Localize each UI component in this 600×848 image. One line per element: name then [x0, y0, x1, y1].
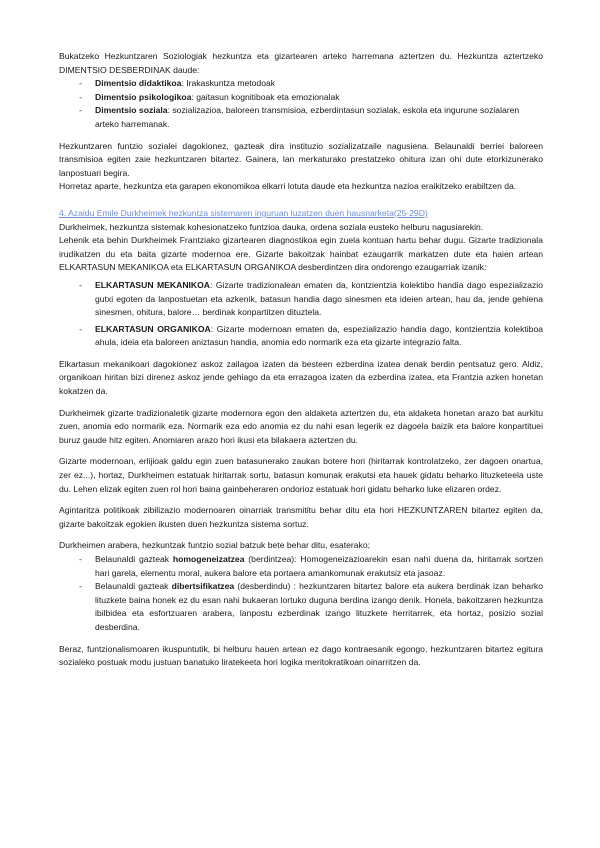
economy-paragraph: Horretaz aparte, hezkuntza eta garapen ekonomikoa elkarri lotuta daude eta hezkuntza nazioa eraikitzeko erabiltzen da. — [59, 181, 517, 192]
dimensions-list — [59, 77, 543, 131]
list-item — [59, 77, 543, 91]
solidarity-list — [59, 279, 543, 350]
function-paragraph: Hezkuntzaren funtzio sozialei dagokionez, gazteak dira instituzio sozializatzaile nagusiena. Belaunaldi berriei baloreen transmisioa egiten zaie hezkuntzaren bitartez. Gainera, lan merkaturako prestatzeko ohitura izan ohi dute etorkizunerako lanpostuari begira. — [59, 140, 543, 178]
solidarity-desc: : Gizarte tradizionalean ematen da, kontzientzia kolektibo handia dago espezializazio gutxi egoten da lanpostuetan eta azkenik, batasun handia dago sinesmen eta ideien artean, hau da, jende gehiena sinesmen, ohitura, balore… berdinak konpartitzen dituztela. — [95, 279, 543, 318]
function-desc: (desberdindu) : hezkuntzaren bitartez balore eta aukera berdinak izan beharko lituzkete baina honek ez du esan nahi bukaeran lortuko duguna berdina izango denik. Honela, bakoitzaren hezkuntza ibilbidea eta esfortzuaren arabera, lanpostu ezberdinak izango lituzkete herritarrek, eta hortaz, posizio sozial desberdina. — [95, 581, 544, 632]
dimension-term: Dimentsio psikologikoa — [95, 91, 192, 102]
durkheim-paragraph: Durkheimek, hezkuntza sistemak kohesionatzeko funtzioa dauka, ordena soziala eusteko helburu nagusiarekin. — [59, 221, 484, 232]
dimension-desc: : Irakaskuntza metodoak — [181, 78, 276, 89]
function-pre: Belaunaldi gazteak — [95, 581, 172, 592]
dimension-term: Dimentsio didaktikoa — [95, 78, 182, 89]
solidarity-term: ELKARTASUN MEKANIKOA — [95, 279, 211, 290]
mechanical-paragraph: Elkartasun mekanikoari dagokionez askoz zailagoa izaten da besteen ezberdina izatea denak berdin pentsatuz gero. Aldiz, organikoan hiritan bizi direnez askoz jende gehiago da eta errazagoa izaten da ezberdina izatea, eta Frantzia azken honetan kokatzen da. — [59, 358, 543, 397]
function-term: dibertsifikatzea — [171, 581, 235, 592]
conclusion-paragraph: Beraz, funtzionalismoaren ikuspuntutik, bi helburu hauen artean ez dago kontraesanik egongo, hezkuntzaren bitartez egitura sozialeko postuak modu justuan banatuko liratekeeta hori logika meritokratikoan oinarritzen da. — [59, 643, 543, 668]
dimension-desc: : gaitasun kognitiboak eta emozionalak — [191, 91, 340, 102]
list-item — [59, 580, 543, 634]
functions-intro-paragraph: Durkheimen arabera, hezkuntzak funtzio sozial batzuk bete behar ditu, esaterako; — [59, 540, 370, 551]
dimension-desc: : sozializazioa, baloreen transmisioa, ezberdintasun sozialak, eskola eta ingurune sozialaren arteko harremanak. — [95, 105, 520, 129]
solidarity-term: ELKARTASUN ORGANIKOA — [95, 323, 211, 334]
church-paragraph: Gizarte modernoan, erlijioak galdu egin zuen batasunerako zaukan botere hori (hiritarrak kontrolatzeko, zer dagoen onartua, zer ez...), hortaz, Durkheimen estatuak hiritarrak sortu, batasun komunak erakutsi eta hauek gidatu beharko lituzketeela uste du. Lehen elizak egiten zuen rol hori baina gainbeheraren ondorioz estatuak hori gidatu beharko luke elizaren ordez. — [59, 456, 543, 494]
document-content — [59, 50, 543, 670]
functions-list — [59, 553, 543, 635]
list-item — [59, 323, 543, 350]
dimension-term: Dimentsio soziala — [95, 105, 168, 116]
section-heading: 4. Azaldu Emile Durkheimek hezkuntza sistemaren inguruan luzatzen duen hausnarketa(25-29D) — [59, 207, 428, 218]
list-item — [59, 91, 543, 105]
solidarity-desc: : Gizarte modernoan ematen da, espezializazio handia dago, kontzientzia kolektiboa ahula, ideia eta baloreen aniztasun handia, anomia edo normarik eza eta gizarte integrazio falta. — [95, 323, 544, 348]
function-pre: Belaunaldi gazteak — [95, 554, 173, 564]
list-item — [59, 104, 543, 131]
change-paragraph: Durkheimek gizarte tradizionaletik gizarte modernora egon den aldaketa aztertzen du, eta aldaketa honetan arazo bat aurkitu zuen, anomia edo normarik eza. Normarik eza edo anomia ez du nahi esan legerik ez dagoela baizik eta balore konpartituei buruz gaude hitz egiten. Anomiaren arazo hori ikusi eta bilakaera aztertzen du. — [59, 407, 543, 445]
intro-paragraph: Bukatzeko Hezkuntzaren Soziologiak hezkuntza eta gizartearen arteko harremana aztertzen du. Hezkuntza aztertzeko DIMENTSIO DESBERDINAK daude: — [59, 51, 543, 75]
agents-paragraph: Agintaritza politikoak zibilizazio modernoaren oinarriak transmititu behar ditu eta hori HEZKUNTZAREN bitartez egiten da, gizarte bakoitzak egokien ikusten duen hezkuntza sistema sortuz. — [59, 505, 543, 529]
function-desc: (berdintzea): Homogeneizazioarekin esan nahi duena da, hiritarrak sortzen hari garela, elementu moral, aukera balore eta portaera amankomunak erakutsiz eta jasoaz. — [95, 554, 543, 578]
list-item — [59, 279, 543, 320]
function-term: homogeneizatzea — [172, 554, 245, 564]
list-item — [59, 553, 543, 580]
diagnosis-paragraph: Lehenik eta behin Durkheimek Frantziako gizartearen diagnostikoa egin zuela kontuan hartu behar dugu. Gizarte tradizionala irudikatzen du eta baita gizarte modernoa ere. Gizarte bakoitzak hainbat ezaugarrik markatzen dute eta haien artean ELKARTASUN MEKANIKOA eta ELKARTASUN ORGANIKOA desberdintzen dira ondorengo ezaugarriak izanik: — [59, 235, 543, 273]
